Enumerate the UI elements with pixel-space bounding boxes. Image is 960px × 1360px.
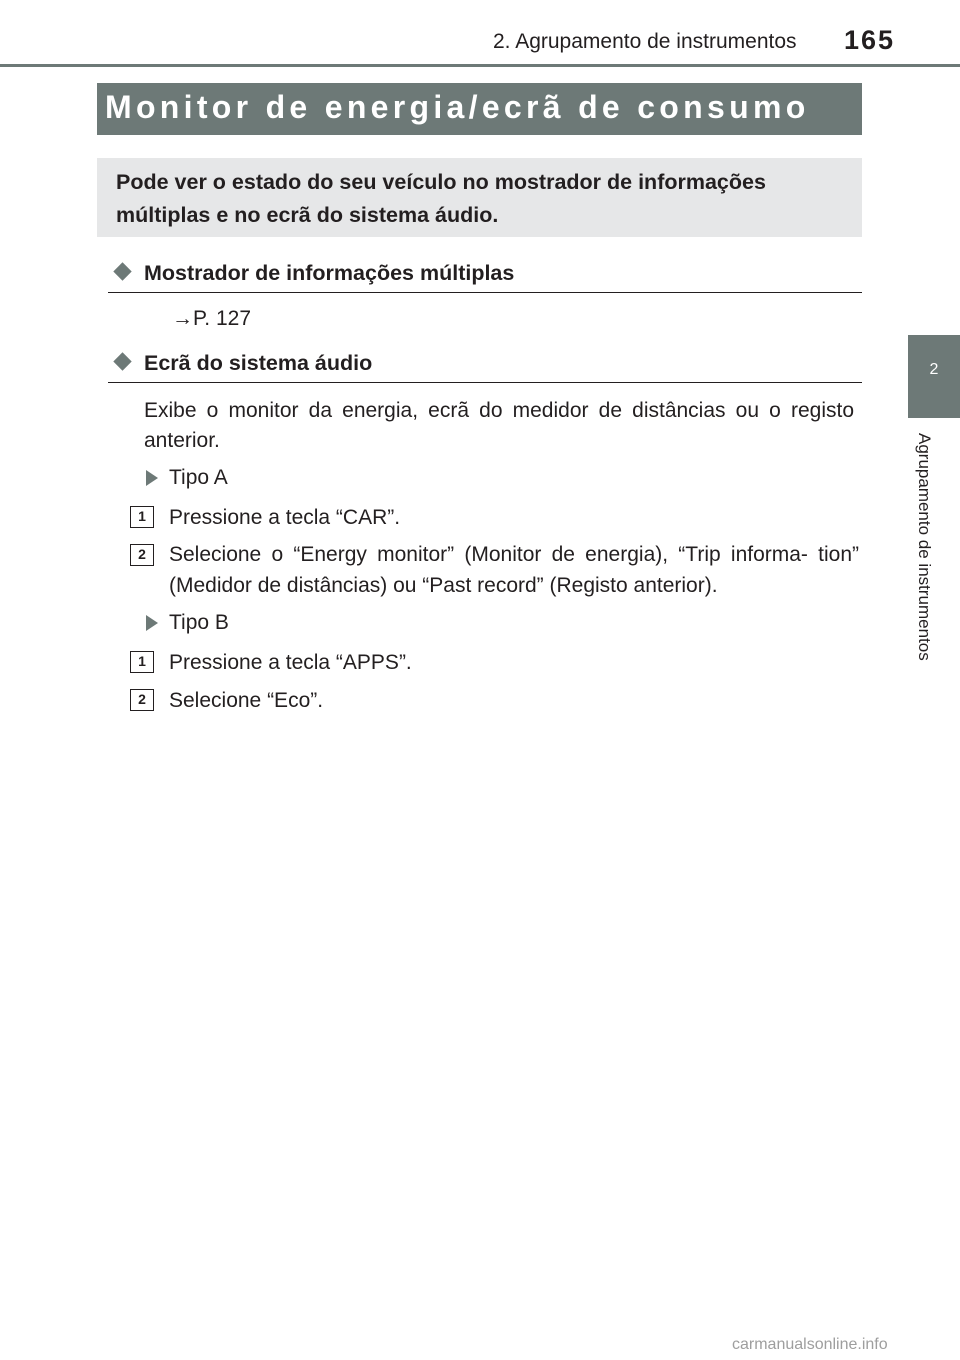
page-number: 165 [844,25,896,55]
diamond-bullet-icon [113,352,131,370]
audio-screen-description: Exibe o monitor da energia, ecrã do medidor de distâncias ou o registo anterior. [144,399,854,452]
subsection-rule [108,292,862,293]
step-number-badge: 2 [130,689,154,711]
chapter-side-label: Agrupamento de instrumentos [915,433,934,661]
diamond-bullet-icon [113,262,131,280]
step-number-badge: 2 [130,544,154,566]
triangle-bullet-icon [146,615,158,631]
triangle-bullet-icon [146,470,158,486]
step-text: Pressione a tecla “CAR”. [169,506,401,529]
intro-text: Pode ver o estado do seu veículo no mostrador de informações múltiplas e no ecrã do sistema áudio. [116,170,766,227]
step-number-badge: 1 [130,506,154,528]
type-b-label: Tipo B [169,611,229,634]
chapter-header-title: 2. Agrupamento de instrumentos [493,30,797,53]
step-text: Pressione a tecla “APPS”. [169,651,412,674]
page-reference[interactable] [172,307,251,331]
header-rule [0,64,960,67]
subsection-rule [108,382,862,383]
subsection-heading-multi-info-display: Mostrador de informações múltiplas [144,261,515,285]
step-text: Selecione “Eco”. [169,689,324,712]
arrow-icon: → [172,307,193,330]
section-title: Monitor de energia/ecrã de consumo [105,89,810,125]
chapter-tab-number: 2 [929,361,939,378]
step-number-badge: 1 [130,651,154,673]
step-text: Selecione o “Energy monitor” (Monitor de energia), “Trip informa- tion” (Medidor de distâncias) ou “Past record” (Registo anterior). [169,543,859,597]
type-a-label: Tipo A [169,466,228,489]
subsection-heading-audio-system-screen: Ecrã do sistema áudio [144,351,373,375]
page-reference-text: P. 127 [193,307,252,330]
watermark: carmanualsonline.info [732,1336,888,1353]
